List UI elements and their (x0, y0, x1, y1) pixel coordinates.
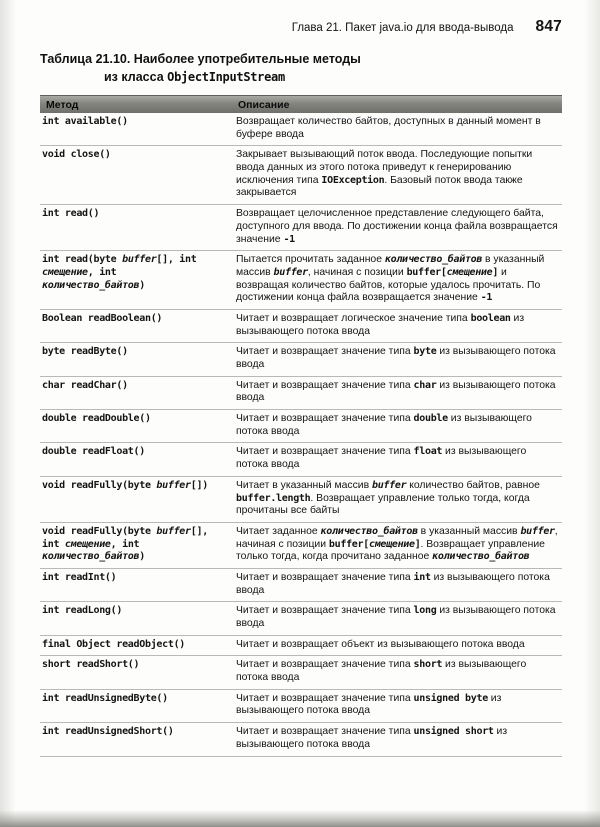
description-cell (236, 693, 562, 718)
description-cell (236, 149, 562, 200)
column-header-method: Метод (46, 98, 79, 111)
method-cell (40, 413, 236, 438)
table-row (40, 310, 562, 343)
text-segment: Читает и возвращает значение типа (236, 571, 414, 583)
table-row (40, 523, 562, 569)
method-cell (40, 726, 236, 751)
text-segment: Читает и возвращает логическое значение типа (236, 312, 471, 324)
code-segment: []) (190, 479, 208, 491)
code-segment: byte (413, 346, 437, 358)
text-segment: Читает и возвращает значение типа (236, 446, 414, 458)
text-segment: из вызывающего потока ввода (236, 413, 532, 437)
code-segment: double (413, 413, 448, 425)
table-row (40, 569, 562, 602)
table-row (40, 602, 562, 635)
table-row (40, 477, 562, 523)
description-cell (236, 208, 562, 246)
code-segment: , int (110, 538, 140, 550)
method-cell (40, 605, 236, 630)
text-segment: Читает заданное (236, 525, 321, 537)
text-segment: Читает и возвращает значение типа (236, 605, 414, 617)
table-row (40, 343, 562, 376)
code-segment: buffer[ (406, 266, 447, 278)
table-title-line2-text: из класса (104, 69, 168, 84)
code-segment: смещение (64, 538, 111, 550)
code-segment: boolean (470, 312, 511, 324)
code-segment: ] (414, 538, 421, 550)
text-segment: Читает и возвращает значение типа (236, 692, 414, 704)
code-segment: unsigned byte (413, 692, 488, 704)
scan-edge-artifact (0, 810, 600, 827)
code-segment: ] (492, 266, 499, 278)
table-row (40, 636, 562, 657)
method-cell (40, 380, 236, 405)
text-segment: , начиная с позиции (236, 525, 558, 550)
method-cell (40, 572, 236, 597)
text-segment: количество байтов, равное (406, 479, 540, 491)
description-cell (236, 116, 562, 141)
table-title (40, 51, 562, 86)
method-cell (40, 208, 236, 246)
table-row (40, 410, 562, 443)
description-cell (236, 380, 562, 405)
method-cell (40, 526, 236, 564)
table-row (40, 656, 562, 689)
text-segment: из вызывающего потока ввода (236, 346, 556, 370)
code-segment: количество_байтов (432, 551, 530, 563)
page-header (40, 10, 562, 38)
code-segment: void readFully(byte (42, 479, 157, 491)
text-segment: из вызывающего потока ввода (236, 605, 556, 629)
text-segment: Закрывает вызывающий поток ввода. Последующие попытки ввода данных из этого потока приведут к генерированию исключения типа (236, 149, 533, 186)
description-cell (236, 726, 562, 751)
code-segment: float (413, 446, 443, 458)
code-segment: [], int (42, 525, 208, 550)
code-segment: смещение (42, 266, 88, 278)
code-segment: int read() (42, 208, 100, 220)
text-segment: Читает и возвращает значение типа (236, 379, 414, 391)
description-cell (236, 480, 562, 518)
table-row (40, 443, 562, 476)
method-cell (40, 254, 236, 305)
code-segment: Boolean readBoolean() (42, 312, 163, 324)
code-segment: unsigned short (413, 726, 494, 738)
code-segment: int read(byte (42, 254, 123, 266)
description-cell (236, 572, 562, 597)
table-header-row (40, 95, 562, 113)
code-segment: long (413, 605, 437, 617)
code-segment: int readInt() (42, 571, 117, 583)
text-segment: Читает и возвращает значение типа (236, 726, 414, 738)
code-segment: short readShort() (42, 659, 140, 671)
page-number: 847 (535, 18, 562, 35)
code-segment: int readUnsignedByte() (42, 692, 168, 704)
text-segment: из вызывающего потока ввода (236, 571, 550, 596)
method-cell (40, 693, 236, 718)
text-segment: и возвращая количество байтов, которые удалось прочитать. По достижении конца файла возвращается значение (236, 266, 541, 304)
table-row (40, 205, 562, 251)
code-segment: int available() (42, 116, 128, 127)
method-cell (40, 149, 236, 200)
text-segment: , начиная с позиции (307, 266, 407, 278)
text-segment: Возвращает количество байтов, доступных в данный момент в буфере ввода (236, 116, 541, 140)
code-segment: ) (139, 551, 145, 563)
table-row (40, 146, 562, 205)
method-cell (40, 346, 236, 371)
code-segment: количество_байтов (320, 525, 418, 537)
description-cell (236, 659, 562, 684)
code-segment: int readUnsignedShort() (42, 726, 174, 738)
code-segment: ) (139, 279, 145, 291)
text-segment: из вызывающего потока ввода (236, 312, 525, 337)
description-cell (236, 605, 562, 630)
code-segment: количество_байтов (42, 551, 140, 563)
column-header-description: Описание (238, 98, 290, 111)
method-cell (40, 446, 236, 471)
method-cell (40, 313, 236, 338)
description-cell (236, 413, 562, 438)
code-segment: смещение (368, 538, 415, 550)
code-segment: void close() (42, 149, 111, 161)
table-body (40, 113, 562, 757)
code-segment: void readFully(byte (42, 525, 157, 537)
code-segment: double readFloat() (42, 446, 145, 458)
code-segment: int (413, 571, 431, 583)
text-segment: Читает в указанный массив (236, 479, 372, 491)
code-segment: -1 (283, 233, 295, 245)
code-segment: int readLong() (42, 605, 123, 617)
table-row (40, 690, 562, 723)
code-segment: byte readByte() (42, 346, 128, 358)
text-segment: Читает и возвращает объект из вызывающего потока ввода (236, 638, 525, 650)
code-segment: buffer (122, 254, 157, 266)
code-segment: final Object readObject() (42, 638, 186, 650)
text-segment: Возвращает целочисленное представление следующего байта, доступного для ввода. По достижении конца файла возвращается значение (236, 208, 558, 245)
text-segment: из вызывающего потока ввода (236, 446, 527, 471)
code-segment: смещение (446, 266, 493, 278)
table-row (40, 723, 562, 756)
text-segment: . Возвращает управление только тогда, когда прочитано заданное (236, 538, 545, 563)
code-segment: количество_байтов (384, 254, 483, 266)
description-cell (236, 254, 562, 305)
text-segment: из вызывающего потока ввода (236, 659, 527, 684)
method-cell (40, 659, 236, 684)
description-cell (236, 313, 562, 338)
text-segment: Читает и возвращает значение типа (236, 346, 414, 358)
code-segment: buffer (156, 525, 191, 537)
table-row (40, 377, 562, 410)
code-segment: -1 (480, 292, 493, 304)
chapter-title: Глава 21. Пакет java.io для ввода-вывода (291, 22, 514, 34)
code-segment: buffer (156, 479, 191, 491)
text-segment: . Базовый поток ввода также закрывается (236, 174, 523, 199)
code-segment: buffer (273, 266, 308, 278)
text-segment: из вызывающего потока ввода (236, 692, 502, 717)
text-segment: в указанный массив (417, 525, 521, 537)
table-row (40, 251, 562, 310)
text-segment: Пытается прочитать заданное (236, 254, 385, 266)
description-cell (236, 526, 562, 564)
code-segment: double readDouble() (42, 413, 151, 425)
table-title-line2 (40, 69, 562, 87)
table-title-line1: Таблица 21.10. Наиболее употребительные методы (40, 52, 361, 66)
code-segment: buffer.length (236, 492, 311, 504)
code-segment: char (413, 379, 437, 391)
method-cell (40, 116, 236, 141)
method-cell (40, 480, 236, 518)
code-segment: buffer (371, 479, 407, 491)
table-title-line2-classname: ObjectInputStream (167, 69, 285, 84)
code-segment: [], int (156, 254, 197, 266)
code-segment: short (413, 659, 443, 671)
description-cell (236, 639, 562, 652)
description-cell (236, 446, 562, 471)
code-segment: , int (87, 266, 117, 278)
text-segment: Читает и возвращает значение типа (236, 659, 414, 671)
text-segment: в указанный массив (236, 254, 545, 278)
description-cell (236, 346, 562, 371)
text-segment: из вызывающего потока ввода (236, 379, 556, 404)
text-segment: . Возвращает управление только тогда, когда прочитаны все байты (236, 492, 530, 517)
method-cell (40, 639, 236, 652)
code-segment: char readChar() (42, 379, 128, 391)
code-segment: количество_байтов (42, 279, 140, 291)
code-segment: IOException (321, 174, 385, 186)
text-segment: из вызывающего потока ввода (236, 726, 508, 750)
code-segment: buffer (520, 525, 555, 537)
table-row (40, 113, 562, 146)
text-segment: Читает и возвращает значение типа (236, 413, 414, 425)
code-segment: buffer[ (328, 538, 369, 550)
